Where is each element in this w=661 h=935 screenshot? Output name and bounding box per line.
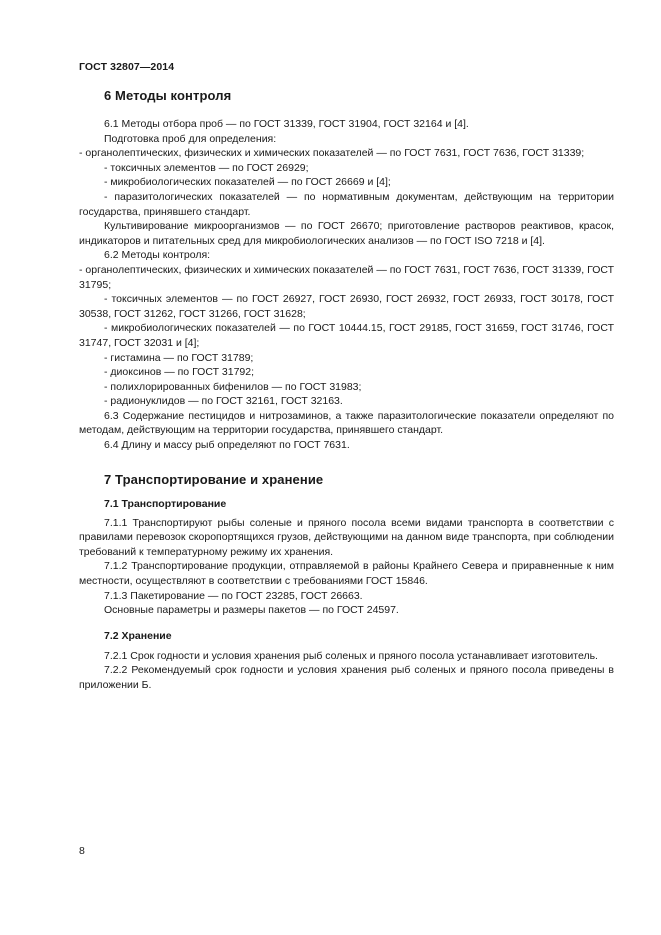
paragraph: Подготовка проб для определения:: [104, 132, 277, 145]
list-item: - органолептических, физических и химических показателей — по ГОСТ 7631, ГОСТ 7636, ГОСТ 31339;: [79, 147, 585, 160]
list-item: - токсичных элементов — по ГОСТ 26929;: [104, 161, 309, 174]
page-number: 8: [79, 845, 85, 857]
list-item: - микробиологических показателей — по ГОСТ 10444.15, ГОСТ 29185, ГОСТ 31659, ГОСТ 31746, ГОСТ 31747, ГОСТ 32031 и [4];: [79, 322, 614, 349]
paragraph: Культивирование микроорганизмов — по ГОСТ 26670; приготовление растворов реактивов, красок, индикаторов и питательных сред для микробиологических анализов — по ГОСТ ISO 7218 и [4].: [79, 220, 614, 247]
list-item: - микробиологических показателей — по ГОСТ 26669 и [4];: [104, 176, 391, 189]
paragraph: 6.3 Содержание пестицидов и нитрозаминов, а также паразитологические показатели определяют по методам, действующим на территории государства, принявшего стандарт.: [79, 409, 614, 437]
paragraph: 7.2.2 Рекомендуемый срок годности и условия хранения рыб соленых и пряного посола приведены в приложении Б.: [79, 664, 614, 691]
paragraph: 6.1 Методы отбора проб — по ГОСТ 31339, ГОСТ 31904, ГОСТ 32164 и [4].: [104, 118, 469, 130]
paragraph: 7.1.2 Транспортирование продукции, отправляемой в районы Крайнего Севера и приравненные к ним местности, осуществляют в соответствии с требованиями ГОСТ 15846.: [79, 560, 614, 588]
subsection-7-1-title: 7.1 Транспортирование: [104, 497, 227, 510]
list-item: - органолептических, физических и химических показателей — по ГОСТ 7631, ГОСТ 7636, ГОСТ 31339, ГОСТ 31795;: [79, 263, 615, 291]
paragraph: 6.4 Длину и массу рыб определяют по ГОСТ 7631.: [104, 439, 350, 452]
subsection-7-2-title: 7.2 Хранение: [104, 629, 172, 642]
list-item: - гистамина — по ГОСТ 31789;: [104, 351, 254, 364]
paragraph: 7.2.1 Срок годности и условия хранения рыб соленых и пряного посола устанавливает изготовитель.: [104, 649, 598, 662]
paragraph: 7.1.1 Транспортируют рыбы соленые и пряного посола всеми видами транспорта в соответствии с правилами перевозок скоропортящихся грузов, действующими на данном виде транспорта, при соблюдении требований к температурному режиму их хранения.: [79, 516, 614, 558]
list-item: - радионуклидов — по ГОСТ 32161, ГОСТ 32163.: [104, 395, 343, 408]
list-item: - паразитологических показателей — по нормативным документам, действующим на территории государства, принявшего стандарт.: [79, 190, 614, 218]
paragraph: Основные параметры и размеры пакетов — по ГОСТ 24597.: [104, 604, 399, 617]
section-6-title: 6 Методы контроля: [104, 88, 232, 103]
list-item: - диоксинов — по ГОСТ 31792;: [104, 366, 255, 379]
list-item: - токсичных элементов — по ГОСТ 26927, ГОСТ 26930, ГОСТ 26932, ГОСТ 26933, ГОСТ 30178, ГОСТ 30538, ГОСТ 31262, ГОСТ 31266, ГОСТ 31628;: [79, 293, 614, 320]
paragraph: 6.2 Методы контроля:: [104, 249, 211, 262]
page-content: [79, 88, 614, 693]
section-7-title: 7 Транспортирование и хранение: [104, 471, 324, 487]
list-item: - полихлорированных бифенилов — по ГОСТ 31983;: [104, 380, 362, 393]
paragraph: 7.1.3 Пакетирование — по ГОСТ 23285, ГОСТ 26663.: [104, 589, 363, 602]
document-id-header: ГОСТ 32807—2014: [79, 61, 175, 73]
